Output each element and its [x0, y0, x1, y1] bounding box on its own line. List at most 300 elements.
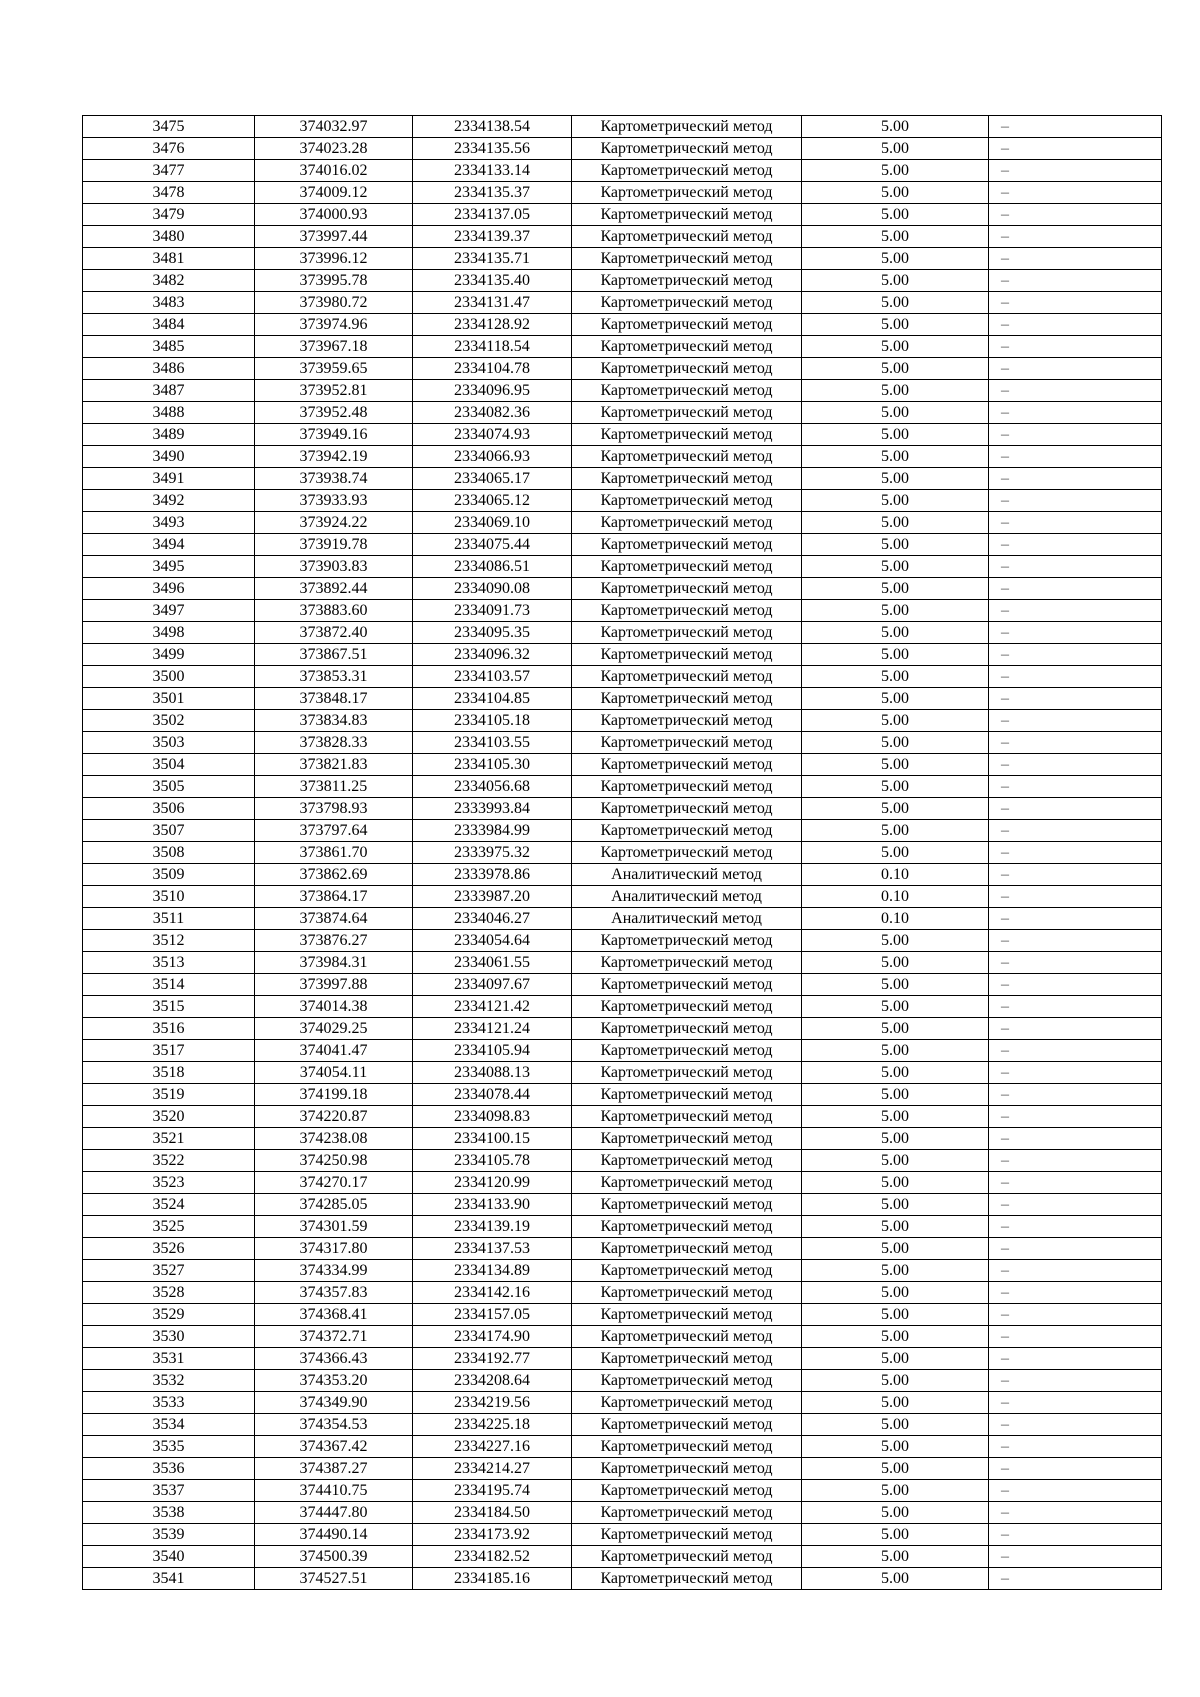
point-number-cell: 3485 — [83, 336, 255, 358]
point-number-cell: 3518 — [83, 1062, 255, 1084]
x-coordinate-cell: 374301.59 — [255, 1216, 413, 1238]
y-coordinate-cell: 2334139.19 — [413, 1216, 572, 1238]
y-coordinate-cell: 2334120.99 — [413, 1172, 572, 1194]
y-coordinate-cell: 2334086.51 — [413, 556, 572, 578]
point-number-cell: 3507 — [83, 820, 255, 842]
x-coordinate-cell: 373853.31 — [255, 666, 413, 688]
x-coordinate-cell: 373867.51 — [255, 644, 413, 666]
method-cell: Картометрический метод — [572, 1370, 802, 1392]
description-cell: – — [989, 380, 1162, 402]
description-cell: – — [989, 864, 1162, 886]
method-cell: Картометрический метод — [572, 644, 802, 666]
description-cell: – — [989, 1436, 1162, 1458]
method-cell: Картометрический метод — [572, 1414, 802, 1436]
x-coordinate-cell: 373924.22 — [255, 512, 413, 534]
accuracy-cell: 5.00 — [802, 424, 989, 446]
description-cell: – — [989, 292, 1162, 314]
point-number-cell: 3513 — [83, 952, 255, 974]
accuracy-cell: 5.00 — [802, 1546, 989, 1568]
description-cell: – — [989, 1018, 1162, 1040]
method-cell: Картометрический метод — [572, 1436, 802, 1458]
y-coordinate-cell: 2334105.30 — [413, 754, 572, 776]
table-row — [83, 754, 1162, 776]
method-cell: Картометрический метод — [572, 1128, 802, 1150]
x-coordinate-cell: 373967.18 — [255, 336, 413, 358]
x-coordinate-cell: 373821.83 — [255, 754, 413, 776]
y-coordinate-cell: 2334138.54 — [413, 116, 572, 138]
x-coordinate-cell: 374009.12 — [255, 182, 413, 204]
table-row — [83, 974, 1162, 996]
y-coordinate-cell: 2334066.93 — [413, 446, 572, 468]
description-cell: – — [989, 1524, 1162, 1546]
accuracy-cell: 0.10 — [802, 908, 989, 930]
point-number-cell: 3509 — [83, 864, 255, 886]
table-row — [83, 1568, 1162, 1590]
coordinates-table-body — [83, 116, 1162, 1590]
point-number-cell: 3499 — [83, 644, 255, 666]
y-coordinate-cell: 2334157.05 — [413, 1304, 572, 1326]
table-row — [83, 1348, 1162, 1370]
table-row — [83, 1414, 1162, 1436]
point-number-cell: 3483 — [83, 292, 255, 314]
description-cell: – — [989, 1172, 1162, 1194]
method-cell: Картометрический метод — [572, 622, 802, 644]
point-number-cell: 3517 — [83, 1040, 255, 1062]
accuracy-cell: 5.00 — [802, 1128, 989, 1150]
point-number-cell: 3522 — [83, 1150, 255, 1172]
accuracy-cell: 5.00 — [802, 1062, 989, 1084]
point-number-cell: 3506 — [83, 798, 255, 820]
y-coordinate-cell: 2334103.57 — [413, 666, 572, 688]
method-cell: Картометрический метод — [572, 798, 802, 820]
method-cell: Картометрический метод — [572, 1150, 802, 1172]
accuracy-cell: 5.00 — [802, 600, 989, 622]
x-coordinate-cell: 373997.88 — [255, 974, 413, 996]
accuracy-cell: 5.00 — [802, 952, 989, 974]
method-cell: Картометрический метод — [572, 710, 802, 732]
table-row — [83, 116, 1162, 138]
table-row — [83, 270, 1162, 292]
table-row — [83, 1502, 1162, 1524]
description-cell: – — [989, 226, 1162, 248]
accuracy-cell: 5.00 — [802, 1238, 989, 1260]
method-cell: Картометрический метод — [572, 1194, 802, 1216]
accuracy-cell: 5.00 — [802, 1392, 989, 1414]
point-number-cell: 3515 — [83, 996, 255, 1018]
y-coordinate-cell: 2334097.67 — [413, 974, 572, 996]
accuracy-cell: 5.00 — [802, 138, 989, 160]
method-cell: Картометрический метод — [572, 336, 802, 358]
point-number-cell: 3516 — [83, 1018, 255, 1040]
x-coordinate-cell: 374023.28 — [255, 138, 413, 160]
y-coordinate-cell: 2334088.13 — [413, 1062, 572, 1084]
method-cell: Картометрический метод — [572, 248, 802, 270]
table-row — [83, 556, 1162, 578]
table-row — [83, 512, 1162, 534]
description-cell: – — [989, 710, 1162, 732]
description-cell: – — [989, 732, 1162, 754]
y-coordinate-cell: 2334046.27 — [413, 908, 572, 930]
method-cell: Картометрический метод — [572, 1238, 802, 1260]
point-number-cell: 3521 — [83, 1128, 255, 1150]
table-row — [83, 908, 1162, 930]
accuracy-cell: 5.00 — [802, 1018, 989, 1040]
description-cell: – — [989, 402, 1162, 424]
x-coordinate-cell: 373997.44 — [255, 226, 413, 248]
accuracy-cell: 5.00 — [802, 1172, 989, 1194]
y-coordinate-cell: 2334135.56 — [413, 138, 572, 160]
table-row — [83, 1018, 1162, 1040]
method-cell: Картометрический метод — [572, 1172, 802, 1194]
point-number-cell: 3488 — [83, 402, 255, 424]
description-cell: – — [989, 1304, 1162, 1326]
table-row — [83, 1546, 1162, 1568]
point-number-cell: 3520 — [83, 1106, 255, 1128]
method-cell: Картометрический метод — [572, 974, 802, 996]
point-number-cell: 3528 — [83, 1282, 255, 1304]
table-row — [83, 1172, 1162, 1194]
y-coordinate-cell: 2334182.52 — [413, 1546, 572, 1568]
method-cell: Картометрический метод — [572, 1040, 802, 1062]
x-coordinate-cell: 374014.38 — [255, 996, 413, 1018]
point-number-cell: 3500 — [83, 666, 255, 688]
method-cell: Аналитический метод — [572, 864, 802, 886]
method-cell: Картометрический метод — [572, 930, 802, 952]
point-number-cell: 3510 — [83, 886, 255, 908]
accuracy-cell: 5.00 — [802, 1458, 989, 1480]
description-cell: – — [989, 1106, 1162, 1128]
point-number-cell: 3496 — [83, 578, 255, 600]
y-coordinate-cell: 2334054.64 — [413, 930, 572, 952]
x-coordinate-cell: 373848.17 — [255, 688, 413, 710]
description-cell: – — [989, 1238, 1162, 1260]
method-cell: Картометрический метод — [572, 1502, 802, 1524]
point-number-cell: 3493 — [83, 512, 255, 534]
point-number-cell: 3475 — [83, 116, 255, 138]
point-number-cell: 3476 — [83, 138, 255, 160]
x-coordinate-cell: 373952.81 — [255, 380, 413, 402]
method-cell: Картометрический метод — [572, 996, 802, 1018]
y-coordinate-cell: 2333975.32 — [413, 842, 572, 864]
y-coordinate-cell: 2334139.37 — [413, 226, 572, 248]
x-coordinate-cell: 373996.12 — [255, 248, 413, 270]
point-number-cell: 3477 — [83, 160, 255, 182]
point-number-cell: 3537 — [83, 1480, 255, 1502]
accuracy-cell: 5.00 — [802, 358, 989, 380]
y-coordinate-cell: 2334104.85 — [413, 688, 572, 710]
accuracy-cell: 5.00 — [802, 974, 989, 996]
point-number-cell: 3503 — [83, 732, 255, 754]
y-coordinate-cell: 2334065.17 — [413, 468, 572, 490]
description-cell: – — [989, 204, 1162, 226]
method-cell: Картометрический метод — [572, 1392, 802, 1414]
table-row — [83, 1084, 1162, 1106]
table-row — [83, 182, 1162, 204]
description-cell: – — [989, 490, 1162, 512]
description-cell: – — [989, 138, 1162, 160]
description-cell: – — [989, 1348, 1162, 1370]
x-coordinate-cell: 373862.69 — [255, 864, 413, 886]
y-coordinate-cell: 2334118.54 — [413, 336, 572, 358]
x-coordinate-cell: 373938.74 — [255, 468, 413, 490]
method-cell: Картометрический метод — [572, 292, 802, 314]
x-coordinate-cell: 373980.72 — [255, 292, 413, 314]
point-number-cell: 3524 — [83, 1194, 255, 1216]
description-cell: – — [989, 1568, 1162, 1590]
y-coordinate-cell: 2334091.73 — [413, 600, 572, 622]
point-number-cell: 3497 — [83, 600, 255, 622]
point-number-cell: 3486 — [83, 358, 255, 380]
x-coordinate-cell: 374220.87 — [255, 1106, 413, 1128]
description-cell: – — [989, 160, 1162, 182]
accuracy-cell: 5.00 — [802, 732, 989, 754]
y-coordinate-cell: 2334105.18 — [413, 710, 572, 732]
x-coordinate-cell: 374199.18 — [255, 1084, 413, 1106]
table-row — [83, 1392, 1162, 1414]
description-cell: – — [989, 776, 1162, 798]
method-cell: Аналитический метод — [572, 886, 802, 908]
x-coordinate-cell: 374490.14 — [255, 1524, 413, 1546]
accuracy-cell: 5.00 — [802, 534, 989, 556]
x-coordinate-cell: 373883.60 — [255, 600, 413, 622]
point-number-cell: 3480 — [83, 226, 255, 248]
accuracy-cell: 5.00 — [802, 1480, 989, 1502]
y-coordinate-cell: 2334137.53 — [413, 1238, 572, 1260]
x-coordinate-cell: 374000.93 — [255, 204, 413, 226]
description-cell: – — [989, 446, 1162, 468]
method-cell: Картометрический метод — [572, 402, 802, 424]
y-coordinate-cell: 2334174.90 — [413, 1326, 572, 1348]
point-number-cell: 3536 — [83, 1458, 255, 1480]
method-cell: Картометрический метод — [572, 512, 802, 534]
x-coordinate-cell: 374387.27 — [255, 1458, 413, 1480]
point-number-cell: 3508 — [83, 842, 255, 864]
description-cell: – — [989, 1502, 1162, 1524]
point-number-cell: 3504 — [83, 754, 255, 776]
table-row — [83, 600, 1162, 622]
y-coordinate-cell: 2333978.86 — [413, 864, 572, 886]
table-row — [83, 864, 1162, 886]
method-cell: Картометрический метод — [572, 556, 802, 578]
table-row — [83, 446, 1162, 468]
method-cell: Картометрический метод — [572, 226, 802, 248]
accuracy-cell: 5.00 — [802, 578, 989, 600]
accuracy-cell: 5.00 — [802, 380, 989, 402]
accuracy-cell: 5.00 — [802, 1348, 989, 1370]
point-number-cell: 3495 — [83, 556, 255, 578]
y-coordinate-cell: 2334137.05 — [413, 204, 572, 226]
description-cell: – — [989, 622, 1162, 644]
table-row — [83, 622, 1162, 644]
description-cell: – — [989, 1040, 1162, 1062]
method-cell: Картометрический метод — [572, 1304, 802, 1326]
description-cell: – — [989, 116, 1162, 138]
table-row — [83, 1128, 1162, 1150]
table-row — [83, 952, 1162, 974]
accuracy-cell: 5.00 — [802, 270, 989, 292]
point-number-cell: 3492 — [83, 490, 255, 512]
description-cell: – — [989, 512, 1162, 534]
method-cell: Картометрический метод — [572, 842, 802, 864]
table-row — [83, 1150, 1162, 1172]
point-number-cell: 3479 — [83, 204, 255, 226]
accuracy-cell: 0.10 — [802, 864, 989, 886]
method-cell: Картометрический метод — [572, 952, 802, 974]
x-coordinate-cell: 374353.20 — [255, 1370, 413, 1392]
point-number-cell: 3538 — [83, 1502, 255, 1524]
x-coordinate-cell: 374270.17 — [255, 1172, 413, 1194]
method-cell: Картометрический метод — [572, 578, 802, 600]
x-coordinate-cell: 373974.96 — [255, 314, 413, 336]
x-coordinate-cell: 373949.16 — [255, 424, 413, 446]
point-number-cell: 3527 — [83, 1260, 255, 1282]
table-row — [83, 798, 1162, 820]
point-number-cell: 3501 — [83, 688, 255, 710]
method-cell: Картометрический метод — [572, 1458, 802, 1480]
method-cell: Картометрический метод — [572, 534, 802, 556]
method-cell: Картометрический метод — [572, 446, 802, 468]
description-cell: – — [989, 1062, 1162, 1084]
description-cell: – — [989, 270, 1162, 292]
y-coordinate-cell: 2334096.95 — [413, 380, 572, 402]
y-coordinate-cell: 2334227.16 — [413, 1436, 572, 1458]
description-cell: – — [989, 1546, 1162, 1568]
description-cell: – — [989, 1370, 1162, 1392]
method-cell: Картометрический метод — [572, 116, 802, 138]
accuracy-cell: 5.00 — [802, 820, 989, 842]
description-cell: – — [989, 886, 1162, 908]
description-cell: – — [989, 556, 1162, 578]
x-coordinate-cell: 374032.97 — [255, 116, 413, 138]
table-row — [83, 578, 1162, 600]
y-coordinate-cell: 2334104.78 — [413, 358, 572, 380]
table-row — [83, 1326, 1162, 1348]
x-coordinate-cell: 374016.02 — [255, 160, 413, 182]
y-coordinate-cell: 2334096.32 — [413, 644, 572, 666]
y-coordinate-cell: 2334095.35 — [413, 622, 572, 644]
description-cell: – — [989, 952, 1162, 974]
description-cell: – — [989, 754, 1162, 776]
point-number-cell: 3512 — [83, 930, 255, 952]
x-coordinate-cell: 374029.25 — [255, 1018, 413, 1040]
method-cell: Картометрический метод — [572, 160, 802, 182]
description-cell: – — [989, 644, 1162, 666]
accuracy-cell: 5.00 — [802, 204, 989, 226]
y-coordinate-cell: 2334074.93 — [413, 424, 572, 446]
x-coordinate-cell: 374317.80 — [255, 1238, 413, 1260]
y-coordinate-cell: 2334103.55 — [413, 732, 572, 754]
table-row — [83, 336, 1162, 358]
x-coordinate-cell: 374527.51 — [255, 1568, 413, 1590]
x-coordinate-cell: 373892.44 — [255, 578, 413, 600]
y-coordinate-cell: 2334100.15 — [413, 1128, 572, 1150]
x-coordinate-cell: 374410.75 — [255, 1480, 413, 1502]
x-coordinate-cell: 373919.78 — [255, 534, 413, 556]
y-coordinate-cell: 2334185.16 — [413, 1568, 572, 1590]
y-coordinate-cell: 2334184.50 — [413, 1502, 572, 1524]
y-coordinate-cell: 2334133.90 — [413, 1194, 572, 1216]
point-number-cell: 3532 — [83, 1370, 255, 1392]
accuracy-cell: 5.00 — [802, 776, 989, 798]
accuracy-cell: 5.00 — [802, 1216, 989, 1238]
table-row — [83, 314, 1162, 336]
table-row — [83, 402, 1162, 424]
x-coordinate-cell: 373834.83 — [255, 710, 413, 732]
method-cell: Картометрический метод — [572, 1326, 802, 1348]
method-cell: Картометрический метод — [572, 270, 802, 292]
method-cell: Картометрический метод — [572, 1568, 802, 1590]
method-cell: Картометрический метод — [572, 380, 802, 402]
accuracy-cell: 5.00 — [802, 116, 989, 138]
description-cell: – — [989, 1084, 1162, 1106]
x-coordinate-cell: 373942.19 — [255, 446, 413, 468]
x-coordinate-cell: 374368.41 — [255, 1304, 413, 1326]
table-row — [83, 1040, 1162, 1062]
description-cell: – — [989, 1194, 1162, 1216]
accuracy-cell: 5.00 — [802, 688, 989, 710]
method-cell: Картометрический метод — [572, 754, 802, 776]
method-cell: Аналитический метод — [572, 908, 802, 930]
y-coordinate-cell: 2334135.37 — [413, 182, 572, 204]
table-row — [83, 1260, 1162, 1282]
point-number-cell: 3533 — [83, 1392, 255, 1414]
point-number-cell: 3484 — [83, 314, 255, 336]
point-number-cell: 3525 — [83, 1216, 255, 1238]
description-cell: – — [989, 1150, 1162, 1172]
description-cell: – — [989, 534, 1162, 556]
y-coordinate-cell: 2334121.42 — [413, 996, 572, 1018]
method-cell: Картометрический метод — [572, 490, 802, 512]
point-number-cell: 3519 — [83, 1084, 255, 1106]
point-number-cell: 3498 — [83, 622, 255, 644]
table-row — [83, 424, 1162, 446]
y-coordinate-cell: 2334078.44 — [413, 1084, 572, 1106]
description-cell: – — [989, 688, 1162, 710]
method-cell: Картометрический метод — [572, 182, 802, 204]
description-cell: – — [989, 248, 1162, 270]
x-coordinate-cell: 373874.64 — [255, 908, 413, 930]
description-cell: – — [989, 336, 1162, 358]
y-coordinate-cell: 2334056.68 — [413, 776, 572, 798]
description-cell: – — [989, 1282, 1162, 1304]
y-coordinate-cell: 2334121.24 — [413, 1018, 572, 1040]
point-number-cell: 3535 — [83, 1436, 255, 1458]
point-number-cell: 3494 — [83, 534, 255, 556]
method-cell: Картометрический метод — [572, 1282, 802, 1304]
y-coordinate-cell: 2334105.94 — [413, 1040, 572, 1062]
accuracy-cell: 5.00 — [802, 160, 989, 182]
description-cell: – — [989, 358, 1162, 380]
description-cell: – — [989, 1216, 1162, 1238]
accuracy-cell: 0.10 — [802, 886, 989, 908]
table-row — [83, 1194, 1162, 1216]
accuracy-cell: 5.00 — [802, 1282, 989, 1304]
y-coordinate-cell: 2334192.77 — [413, 1348, 572, 1370]
method-cell: Картометрический метод — [572, 1348, 802, 1370]
point-number-cell: 3534 — [83, 1414, 255, 1436]
x-coordinate-cell: 374357.83 — [255, 1282, 413, 1304]
table-row — [83, 534, 1162, 556]
accuracy-cell: 5.00 — [802, 1304, 989, 1326]
table-row — [83, 160, 1162, 182]
table-row — [83, 644, 1162, 666]
accuracy-cell: 5.00 — [802, 996, 989, 1018]
y-coordinate-cell: 2334135.71 — [413, 248, 572, 270]
table-row — [83, 248, 1162, 270]
y-coordinate-cell: 2334075.44 — [413, 534, 572, 556]
description-cell: – — [989, 842, 1162, 864]
point-number-cell: 3478 — [83, 182, 255, 204]
